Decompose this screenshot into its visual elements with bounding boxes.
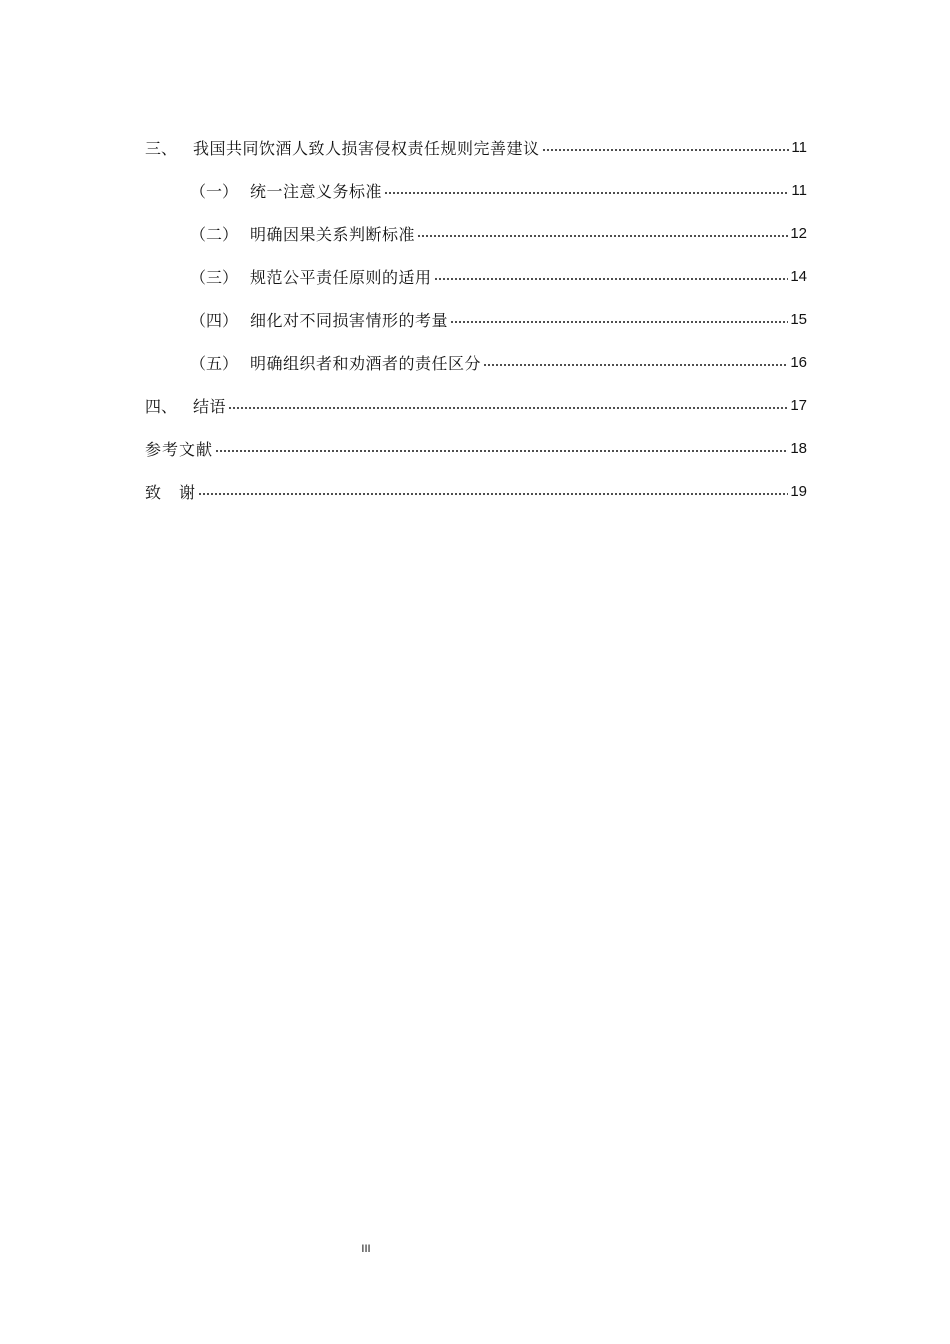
toc-entry-title: 统一注意义务标准 bbox=[250, 182, 383, 201]
toc-entry-page: 11 bbox=[791, 182, 807, 199]
toc-entry-page: 16 bbox=[790, 354, 807, 371]
toc-entry-page: 18 bbox=[790, 440, 807, 457]
toc-entry-acknowledgements[interactable] bbox=[145, 470, 807, 513]
toc-entry-3-2[interactable] bbox=[145, 212, 807, 255]
toc-entry-title: 明确因果关系判断标准 bbox=[250, 225, 416, 244]
toc-entry-number: （五） bbox=[190, 354, 239, 373]
toc-entry-3-5[interactable] bbox=[145, 341, 807, 384]
toc-entry-3-1[interactable] bbox=[145, 169, 807, 212]
toc-entry-number: 四、 bbox=[145, 397, 178, 416]
toc-entry-number: （三） bbox=[190, 268, 239, 287]
toc-entry-number: 三、 bbox=[145, 139, 178, 158]
toc-entry-page: 15 bbox=[790, 311, 807, 328]
toc-entry-title: 细化对不同损害情形的考量 bbox=[250, 311, 449, 330]
toc-entry-page: 12 bbox=[790, 225, 807, 242]
toc-entry-title: 参考文献 bbox=[145, 440, 214, 459]
toc-entry-number: （二） bbox=[190, 225, 239, 244]
dot-leader bbox=[384, 183, 789, 199]
toc-entry-page: 14 bbox=[790, 268, 807, 285]
toc-entry-references[interactable] bbox=[145, 427, 807, 470]
dot-leader bbox=[198, 484, 788, 500]
dot-leader bbox=[228, 398, 788, 414]
page-number-footer: III bbox=[361, 1243, 371, 1255]
toc-entry-3-4[interactable] bbox=[145, 298, 807, 341]
toc-entry-page: 11 bbox=[791, 139, 807, 156]
toc-entry-title: 致 谢 bbox=[145, 483, 197, 502]
dot-leader bbox=[483, 355, 788, 371]
dot-leader bbox=[542, 140, 790, 156]
toc-entry-title: 规范公平责任原则的适用 bbox=[250, 268, 432, 287]
dot-leader bbox=[450, 312, 788, 328]
toc-entry-section-4[interactable] bbox=[145, 384, 807, 427]
toc-entry-page: 17 bbox=[790, 397, 807, 414]
table-of-contents bbox=[145, 126, 807, 513]
dot-leader bbox=[434, 269, 789, 285]
toc-entry-3-3[interactable] bbox=[145, 255, 807, 298]
toc-entry-title: 结语 bbox=[193, 397, 227, 416]
dot-leader bbox=[417, 226, 788, 242]
dot-leader bbox=[215, 441, 788, 457]
toc-entry-section-3[interactable] bbox=[145, 126, 807, 169]
toc-entry-page: 19 bbox=[790, 483, 807, 500]
toc-entry-title: 明确组织者和劝酒者的责任区分 bbox=[250, 354, 482, 373]
toc-entry-title: 我国共同饮酒人致人损害侵权责任规则完善建议 bbox=[193, 139, 540, 158]
toc-entry-number: （一） bbox=[190, 182, 239, 201]
toc-entry-number: （四） bbox=[190, 311, 239, 330]
